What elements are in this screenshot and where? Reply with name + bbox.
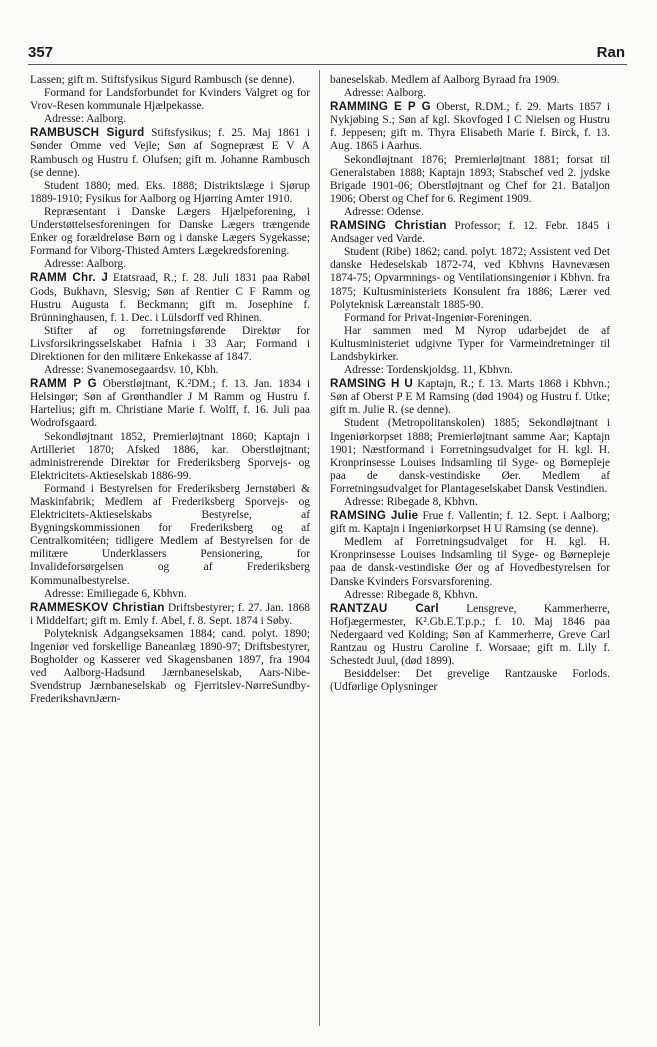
address-line: Adresse: Ribegade 8, Kbhvn. [344, 496, 478, 508]
entry-name: RAMMING E P G [330, 100, 431, 114]
address-line: Adresse: Ribegade 8, Kbhvn. [344, 588, 478, 601]
continued-paragraph: baneselskab. Medlem af Aalborg Byraad fra 1909. [330, 74, 560, 86]
right-column [330, 74, 610, 694]
directory-entry [330, 509, 610, 536]
directory-entry [330, 377, 610, 417]
entry-paragraph: Student 1880; med. Eks. 1888; Distriktslæge i Sjørup 1889-1910; Fysikus for Aalborg og Hjørring Amter 1910. [30, 179, 310, 205]
entry-paragraph: Har sammen med M Nyrop udarbejdet de af Kultusministeriet udgivne Typer for Varmeindretninger til Landsbykirker. [330, 324, 610, 363]
entry-paragraph: Sekondløjtnant 1852, Premierløjtnant 1860; Kaptajn i Artilleriet 1870; Afsked 1886, kar. Oberstløjtnant; administrerende Direktør for Frederiksberg Sporvejs- og Elektricitets-Aktieselskab 1886-99. [30, 430, 310, 482]
entry-paragraph: Formand i Bestyrelsen for Frederiksberg Jernstøberi & Maskinfabrik; Medlem af Frederiksberg Sporvejs- og Elektricitets-Aktieselskabs Bestyrelse, af Bygningskommissionen for Frederiksberg og af Centralkomitéen; tidligere Medlem af Bestyrelsen for de militære Underklassers Pensionering, for Invalideforsørgelsen og af Frederiksberg Kommunalbestyrelse. [30, 482, 310, 587]
entry-text: Oberst, R.DM.; f. 29. Marts 1857 i Nykjøbing S.; Søn af kgl. Skovfoged I C Nielsen og Hustru f. Jeppesen; gift m. Thyra Elisabeth Marie f. Birck, f. 13. Aug. 1865 i Aarhus. [330, 101, 610, 153]
address-line: Adresse: Tordenskjoldsg. 11, Kbhvn. [344, 364, 513, 377]
entry-name: RAMBUSCH Sigurd [30, 126, 145, 140]
entry-paragraph: Stifter af og forretningsførende Direktør for Livsforsikringsselskabet Hafnia i 33 Aar; Formand i Direktionen for den militære Enkekasse af 1847. [30, 324, 310, 363]
entry-text: Professor; f. 12. Febr. 1845 i Andsager ved Varde. [330, 220, 610, 246]
continued-paragraph: Lassen; gift m. Stiftsfysikus Sigurd Rambusch (se denne). [30, 74, 295, 86]
address-line: Adresse: Aalborg. [344, 87, 427, 100]
entry-paragraph: Besiddelser: Det grevelige Rantzauske Forlods. (Udførlige Oplysninger [330, 668, 610, 694]
entry-paragraph: Polyteknisk Adgangseksamen 1884; cand. polyt. 1890; Ingeniør ved forskellige Baneanlæg 1890-97; Driftsbestyrer, Bogholder og Kasserer ved Skagensbanen 1897, fra 1904 ved Aalborg-Hadsund Jærnbaneselskab, Aars-Nibe-Svendstrup Jærnbaneselskab og Fjerritslev-NørreSundby-FrederikshavnJærn- [30, 627, 310, 706]
address-line: Adresse: Aalborg. [44, 258, 127, 271]
entry-paragraph: Medlem af Forretningsudvalget for H. kgl. H. Kronprinsesse Louises Indsamling til Syge- og Børnepleje paa de dansk-vestindiske Øer og af Hovedbestyrelsen for Danske Kvinders Forsvarsforening. [330, 536, 610, 588]
directory-entry [30, 126, 310, 179]
entry-name: RAMSING Julie [330, 509, 419, 523]
entry-text: Lensgreve, Kammerherre, Hofjægermester, K².Gb.E.T.p.p.; f. 10. Maj 1846 paa Nedergaard ved Kolding; Søn af Kammerherre, Greve Carl Rantzau og Hustru Caroline f. Worsaae; gift m. Lily f. Schestedt Juul, (død 1899). [330, 602, 610, 668]
address-line: Adresse: Odense. [344, 205, 424, 218]
directory-entry [30, 271, 310, 324]
entry-text: Stiftsfysikus; f. 25. Maj 1861 i Sønder Omme ved Vejle; Søn af Sognepræst E V A Rambusch og Hustru f. Olufsen; gift m. Johanne Rambusch (se denne). [30, 127, 311, 179]
directory-entry [330, 100, 610, 153]
entry-paragraph: Formand for Landsforbundet for Kvinders Valgret og for Vrov-Resen kommunale Hjælpekasse. [30, 87, 310, 113]
entry-name: RAMM P G [30, 377, 97, 391]
running-head: Ran [596, 44, 625, 61]
header-rule [28, 64, 627, 65]
directory-entry [30, 601, 310, 628]
address-line: Adresse: Aalborg. [44, 113, 127, 126]
entry-name: RANTZAU Carl [330, 601, 439, 615]
entry-text: Oberstløjtnant, K.²DM.; f. 13. Jan. 1834 i Helsingør; Søn af Grønthandler J M Ramm og Hustru f. Hartelius; gift m. Christiane Marie f. Wolff, f. 16. Juli paa Wodrofsgaard. [30, 378, 310, 430]
entry-text: Etatsraad, R.; f. 28. Juli 1831 paa Rabøl Gods, Bukhavn, Slesvig; Søn af Rentier C F Ramm og Hustru Augusta f. Beckmann; gift m. Josephine f. Brünninghausen, f. 1. Dec. i Lülsdorff ved Rhinen. [30, 272, 311, 324]
directory-entry [330, 219, 610, 246]
entry-text: Kaptajn, R.; f. 13. Marts 1868 i Kbhvn.; Søn af Oberst P E M Ramsing (død 1904) og Hustru f. Utke; gift m. Julie R. (se denne). [330, 378, 610, 417]
entry-name: RAMSING H U [330, 377, 413, 391]
address-line: Adresse: Emiliegade 6, Kbhvn. [44, 587, 187, 600]
entry-name: RAMM Chr. J [30, 271, 109, 285]
directory-entry [30, 377, 310, 430]
column-divider [319, 70, 320, 1026]
entry-paragraph: Student (Ribe) 1862; cand. polyt. 1872; Assistent ved Det danske Hedeselskab 1872-74, ved Kbhvns Havnevæsen 1874-75; Opvarmnings- og Ventilationsingeniør i Kbhvn. fra 1875; Kultusministeriets Konsulent fra 1886; Lærer ved Polyteknisk Læreanstalt 1885-90. [330, 246, 610, 311]
left-column [30, 74, 310, 707]
entry-paragraph: Sekondløjtnant 1876; Premierløjtnant 1881; forsat til Generalstaben 1888; Kaptajn 1893; Stabschef ved 2. jydske Brigade 1901-06; Oberstløjtnant og Chef for 21. Bataljon 1906; Oberst og Chef for 6. Regiment 1909. [330, 153, 610, 205]
page-number: 357 [28, 44, 54, 61]
entry-text: Frue f. Vallentin; f. 12. Sept. i Aalborg; gift m. Kaptajn i Ingeniørkorpset H U Ramsing (se denne). [330, 510, 610, 536]
entry-paragraph: Repræsentant i Danske Lægers Hjælpeforening, i Understøttelsesforeningen for Danske Lægers trængende Enker og forældreløse Børn og i danske Lægers Sygekasse; Formand for Viborg-Thisted Amters Lægekredsforening. [30, 205, 310, 258]
directory-entry [330, 602, 610, 668]
address-line: Adresse: Svanemosegaardsv. 10, Kbh. [44, 364, 219, 377]
entry-name: RAMMESKOV Christian [30, 600, 165, 614]
entry-paragraph: Formand for Privat-Ingeniør-Foreningen. [344, 311, 532, 324]
entry-name: RAMSING Christian [330, 219, 447, 233]
entry-text: Driftsbestyrer; f. 27. Jan. 1868 i Middelfart; gift m. Emly f. Abel, f. 8. Sept. 1874 i Søby. [30, 601, 311, 627]
entry-paragraph: Student (Metropolitanskolen) 1885; Sekondløjtnant i Ingeniørkorpset 1888; Premierløjtnant samme Aar; Kaptajn 1901; Næstformand i Forretningsudvalget for H. kgl. H. Kronprinsesse Louises Indsamling til Syge- og Børnepleje paa de dansk-vestindiske Øer. Medlem af Forretningsudvalget for Plantageselskabet Dansk Vestindien. [330, 417, 610, 495]
